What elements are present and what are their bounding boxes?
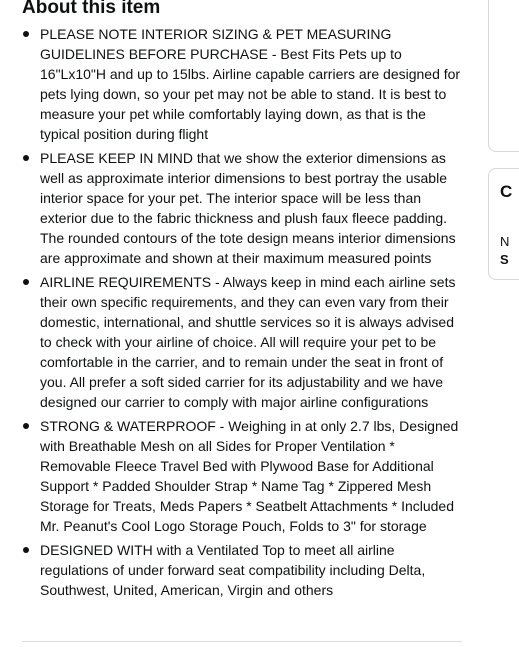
buy-box-panel <box>488 0 519 152</box>
section-title: About this item <box>22 0 161 18</box>
feature-bullet <box>22 540 464 600</box>
bullet-dot-icon <box>23 547 29 553</box>
feature-bullet-text: PLEASE KEEP IN MIND that we show the exterior dimensions as well as approximate interior dimensions to best portray the usable interior space for your pet. The interior space will be less than exterior due to the fabric thickness and plush faux fleece padding. The rounded contours of the tote design means interior dimensions are approximate and shown at their maximum measured points <box>40 150 456 266</box>
feature-bullet-text: PLEASE NOTE INTERIOR SIZING & PET MEASURING GUIDELINES BEFORE PURCHASE - Best Fits Pets up to 16"Lx10"H and up to 15lbs. Airline capable carriers are designed for pets lying down, so your pet may not be able to stand. It is best to measure your pet while comfortably laying down, as that is the typical position during flight <box>40 26 461 142</box>
bullet-dot-icon <box>23 279 29 285</box>
bullet-dot-icon <box>23 31 29 37</box>
side-panel-glyph: S <box>500 252 509 267</box>
feature-bullet <box>22 416 464 536</box>
feature-bullet <box>22 24 464 144</box>
feature-bullet-text: AIRLINE REQUIREMENTS - Always keep in mind each airline sets their own specific requirements, and they can even vary from their domestic, international, and shuttle services so it is always advised to check with your airline of choice. All will require your pet to be comfortable in the carrier, and to remain under the seat in front of you. All prefer a soft sided carrier for its adjustability and we have designed our carrier to comply with major airline configurations <box>40 274 456 410</box>
about-this-item-section <box>22 0 464 604</box>
bullet-dot-icon <box>23 423 29 429</box>
feature-bullet-text: DESIGNED WITH with a Ventilated Top to meet all airline regulations of under forward seat compatibility including Delta, Southwest, United, American, Virgin and others <box>40 542 426 598</box>
feature-bullet-text: STRONG & WATERPROOF - Weighing in at only 2.7 lbs, Designed with Breathable Mesh on all Sides for Proper Ventilation * Removable Fleece Travel Bed with Plywood Base for Additional Support * Padded Shoulder Strap * Name Tag * Zippered Mesh Storage for Treats, Meds Papers * Seatbelt Attachments * Included Mr. Peanut's Cool Logo Storage Pouch, Folds to 3" for storage <box>40 418 459 534</box>
feature-bullet <box>22 148 464 268</box>
side-panel-glyph: C <box>500 182 513 201</box>
feature-bullet <box>22 272 464 412</box>
feature-bullet-list <box>22 24 464 600</box>
side-panel-glyph: N <box>500 234 510 249</box>
bullet-dot-icon <box>23 155 29 161</box>
section-divider <box>22 641 462 642</box>
